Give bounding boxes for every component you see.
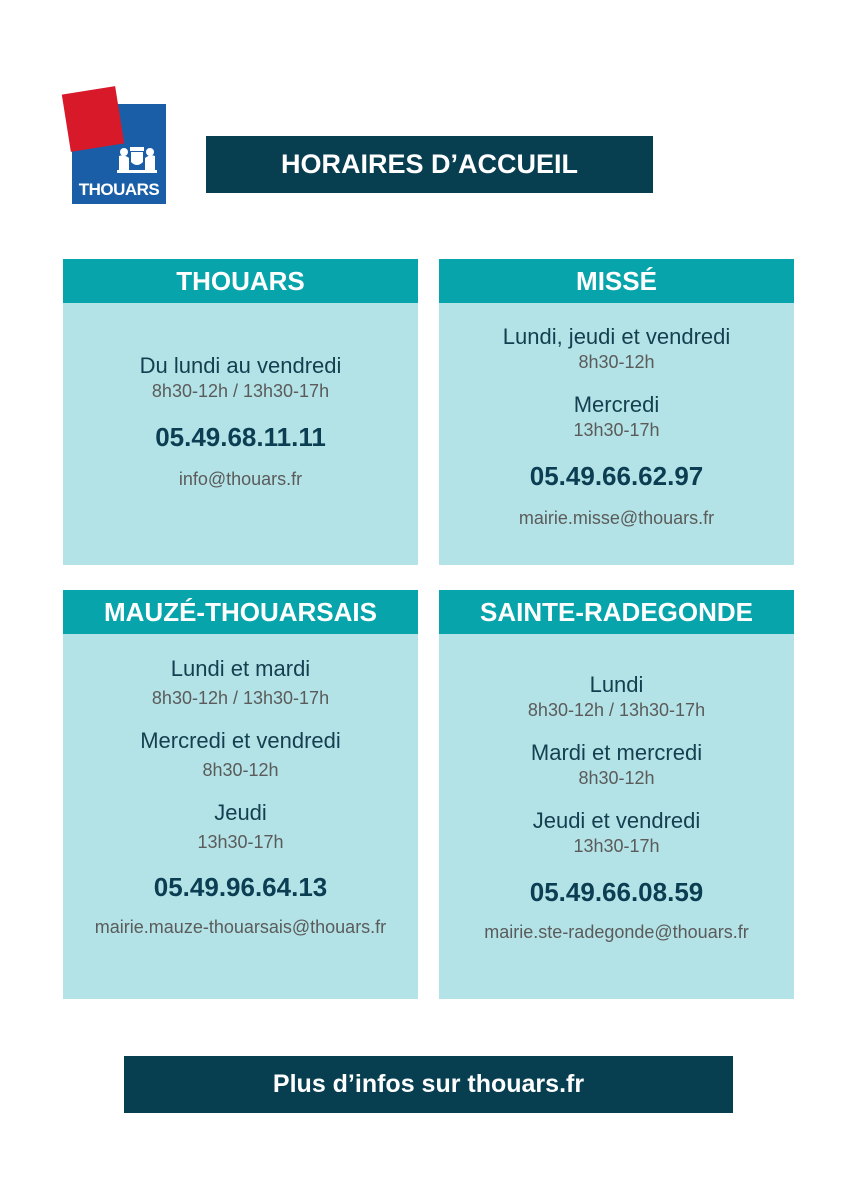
card-title: MISSÉ: [439, 259, 794, 303]
schedule-days: Mercredi et vendredi: [140, 728, 341, 753]
schedule-hours: 8h30-12h: [578, 768, 655, 788]
schedule-hours: 8h30-12h / 13h30-17h: [151, 688, 330, 708]
page-title: HORAIRES D’ACCUEIL: [206, 136, 653, 193]
email-address: mairie.mauze-thouarsais@thouars.fr: [94, 917, 387, 937]
card-thouars: [63, 259, 418, 565]
email-address: mairie.misse@thouars.fr: [518, 508, 715, 528]
phone-number: 05.49.96.64.13: [153, 872, 328, 902]
schedule-days: Mercredi: [573, 392, 660, 417]
schedule-days: Du lundi au vendredi: [139, 353, 342, 378]
card-mauze-thouarsais: [63, 590, 418, 999]
schedule-days: Jeudi: [214, 800, 267, 825]
thouars-logo: [62, 86, 166, 204]
schedule-days: Mardi et mercredi: [530, 740, 703, 765]
schedule-days: Lundi: [589, 672, 644, 697]
phone-number: 05.49.68.11.11: [155, 422, 326, 452]
phone-number: 05.49.66.62.97: [529, 461, 704, 491]
schedule-hours: 8h30-12h: [202, 760, 279, 780]
phone-number: 05.49.66.08.59: [529, 877, 704, 907]
schedule-days: Lundi et mardi: [170, 656, 311, 681]
coat-of-arms-icon: [115, 144, 159, 174]
schedule-hours: 8h30-12h: [578, 352, 655, 372]
schedule-hours: 8h30-12h / 13h30-17h: [527, 700, 706, 720]
card-title: SAINTE-RADEGONDE: [439, 590, 794, 634]
card-title: MAUZÉ-THOUARSAIS: [63, 590, 418, 634]
card-sainte-radegonde: [439, 590, 794, 999]
footer-banner: Plus d’infos sur thouars.fr: [124, 1056, 733, 1113]
logo-red-square: [62, 86, 124, 152]
schedule-hours: 13h30-17h: [197, 832, 284, 852]
card-misse: [439, 259, 794, 565]
card-title: THOUARS: [63, 259, 418, 303]
schedule-days: Jeudi et vendredi: [532, 808, 701, 833]
logo-text: THOUARS: [78, 180, 160, 199]
schedule-hours: 8h30-12h / 13h30-17h: [151, 381, 330, 401]
schedule-days: Lundi, jeudi et vendredi: [502, 324, 731, 349]
email-address: info@thouars.fr: [178, 469, 303, 489]
email-address: mairie.ste-radegonde@thouars.fr: [484, 922, 749, 942]
schedule-hours: 13h30-17h: [573, 420, 660, 440]
schedule-hours: 13h30-17h: [573, 836, 660, 856]
